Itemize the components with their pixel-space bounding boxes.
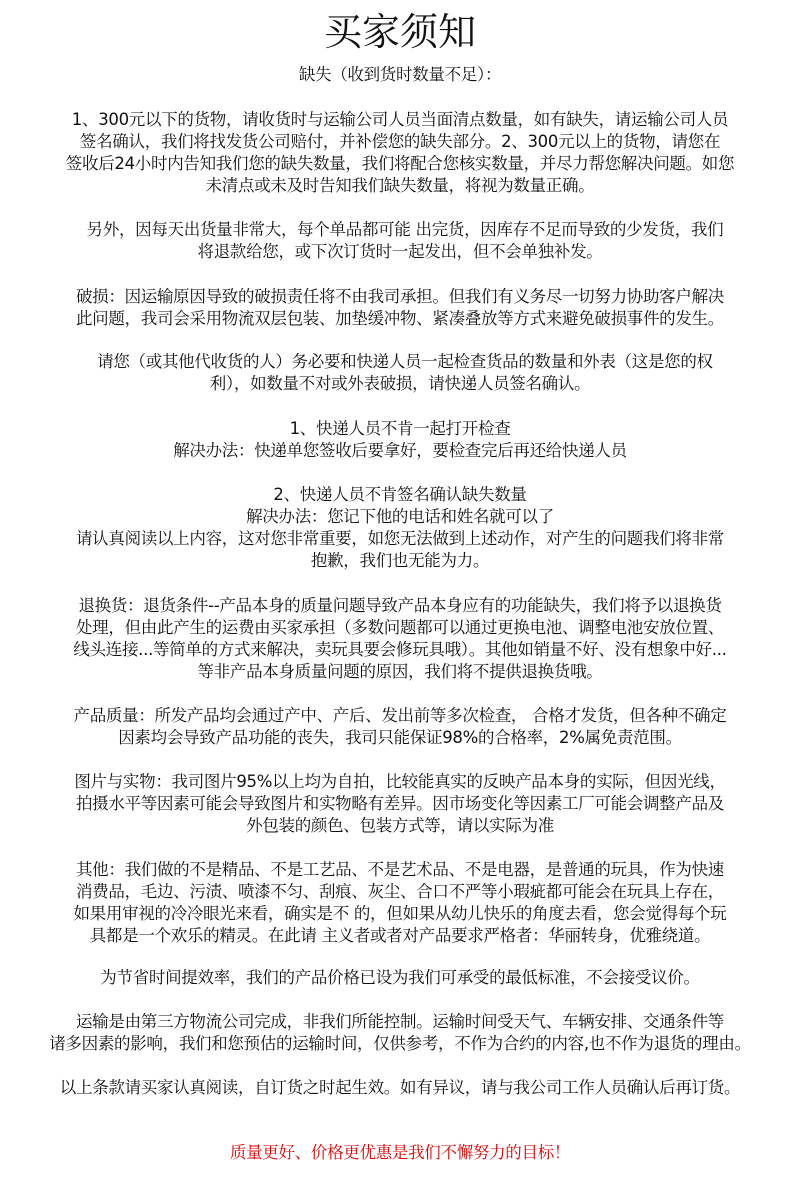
text-line: 1、快递人员不肯一起打开检查: [289, 419, 511, 438]
text-line: 此问题，我司会采用物流双层包装、加垫缓冲物、紧凑叠放等方式来避免破损事件的发生。: [75, 309, 724, 328]
no-bargain-note: [0, 967, 800, 989]
text-line: 诸多因素的影响，我们和您预估的运输时间，仅供参考，不作为合约的内容,也不作为退货的理由。: [49, 1034, 751, 1053]
quality-policy: [0, 705, 800, 749]
text-line: 等非产品本身质量问题的原因，我们将不提供退换货哦。: [197, 662, 603, 681]
return-policy: [0, 595, 800, 683]
courier-refuse-sign: [0, 484, 800, 572]
slogan: 质量更好、价格更优惠是我们不懈努力的目标！: [229, 1143, 571, 1162]
shipping-note: [0, 1011, 800, 1055]
text-line: 利），如数量不对或外表破损，请快递人员签名确认。: [209, 374, 591, 393]
text-line: 因素均会导致产品功能的丧失，我司只能保证98%的合格率，2%属免责范围。: [118, 728, 682, 747]
text-line: 2、快递人员不肯签名确认缺失数量: [273, 485, 527, 504]
text-line: 抱歉，我们也无能为力。: [310, 551, 490, 570]
text-line: 线头连接...等简单的方式来解决，卖玩具要会修玩具哦）。其他如销量不好、没有想象中好...: [73, 640, 727, 659]
text-line: 请您（或其他代收货的人）务必要和快递人员一起检查货品的数量和外表（这是您的权: [87, 352, 713, 371]
text-line: 其他：我们做的不是精品、不是工艺品、不是艺术品、不是电器，是普通的玩具，作为快速: [75, 860, 724, 879]
photo-policy: [0, 771, 800, 837]
text-line: 拍摄水平等因素可能会导致图片和实物略有差异。因市场变化等因素工厂可能会调整产品及: [75, 794, 724, 813]
text-line: 未清点或未及时告知我们缺失数量，将视为数量正确。: [205, 176, 595, 195]
text-line: 缺失（收到货时数量不足）：: [298, 65, 502, 84]
text-line: 具都是一个欢乐的精灵。在此请 主义者或者对产品要求严格者：华丽转身，优雅绕道。: [89, 926, 711, 945]
damage-policy: [0, 286, 800, 330]
text-line: 解决办法：快递单您签收后要拿好，要检查完后再还给快递人员: [173, 441, 627, 460]
text-line: 破损：因运输原因导致的破损责任将不由我司承担。但我们有义务尽一切努力协助客户解决: [75, 287, 724, 306]
text-line: 外包装的颜色、包装方式等，请以实际为准: [246, 816, 554, 835]
text-line: 签收后24小时内告知我们您的缺失数量，我们将配合您核实数量，并尽力帮您解决问题。如您: [65, 154, 735, 173]
text-line: 请认真阅读以上内容，这对您非常重要，如您无法做到上述动作，对产生的问题我们将非常: [75, 529, 724, 548]
text-line: 图片与实物：我司图片95%以上均为自拍，比较能真实的反映产品本身的实际，但因光线，: [74, 772, 726, 791]
other-note: [0, 859, 800, 947]
text-line: 解决办法：您记下他的电话和姓名就可以了: [246, 507, 554, 526]
text-line: 处理，但由此产生的运费由买家承担（多数问题都可以通过更换电池、调整电池安放位置、: [75, 618, 724, 637]
text-line: 退换货：退货条件--产品本身的质量问题导致产品本身应有的功能缺失，我们将予以退换货: [78, 596, 722, 615]
text-line: 将退款给您，或下次订货时一起发出，但不会单独补发。: [197, 242, 603, 261]
text-line: 消费品，毛边、污渍、喷漆不匀、刮痕、灰尘、合口不严等小瑕疵都可能会在玩具上存在，: [75, 882, 724, 901]
courier-refuse-open: [0, 418, 800, 462]
page-title: 买家须知: [323, 10, 476, 54]
text-line: 签名确认，我们将找发货公司赔付，并补偿您的缺失部分。2、300元以上的货物，请您在: [79, 132, 721, 151]
text-line: 1、300元以下的货物，请收货时与运输公司人员当面清点数量，如有缺失，请运输公司人员: [71, 110, 729, 129]
shortage-heading: [0, 64, 800, 86]
text-line: 以上条款请买家认真阅读，自订货之时起生效。如有异议，请与我公司工作人员确认后再订货。: [59, 1078, 741, 1097]
out-of-stock-note: [0, 219, 800, 263]
terms-effective-note: [0, 1077, 800, 1099]
text-line: 产品质量：所发产品均会通过产中、产后、发出前等多次检查， 合格才发货，但各种不确定: [73, 706, 727, 725]
text-line: 另外，因每天出货量非常大，每个单品都可能 出完货，因库存不足而导致的少发货，我们: [76, 220, 724, 239]
shortage-policy: [0, 109, 800, 197]
inspection-note: [0, 351, 800, 395]
text-line: 如果用审视的冷冷眼光来看，确实是不 的，但如果从幼儿快乐的角度去看，您会觉得每个玩: [73, 904, 727, 923]
text-line: 为节省时间提效率，我们的产品价格已设为我们可承受的最低标准，不会接受议价。: [100, 968, 700, 987]
text-line: 运输是由第三方物流公司完成，非我们所能控制。运输时间受天气、车辆安排、交通条件等: [75, 1012, 724, 1031]
